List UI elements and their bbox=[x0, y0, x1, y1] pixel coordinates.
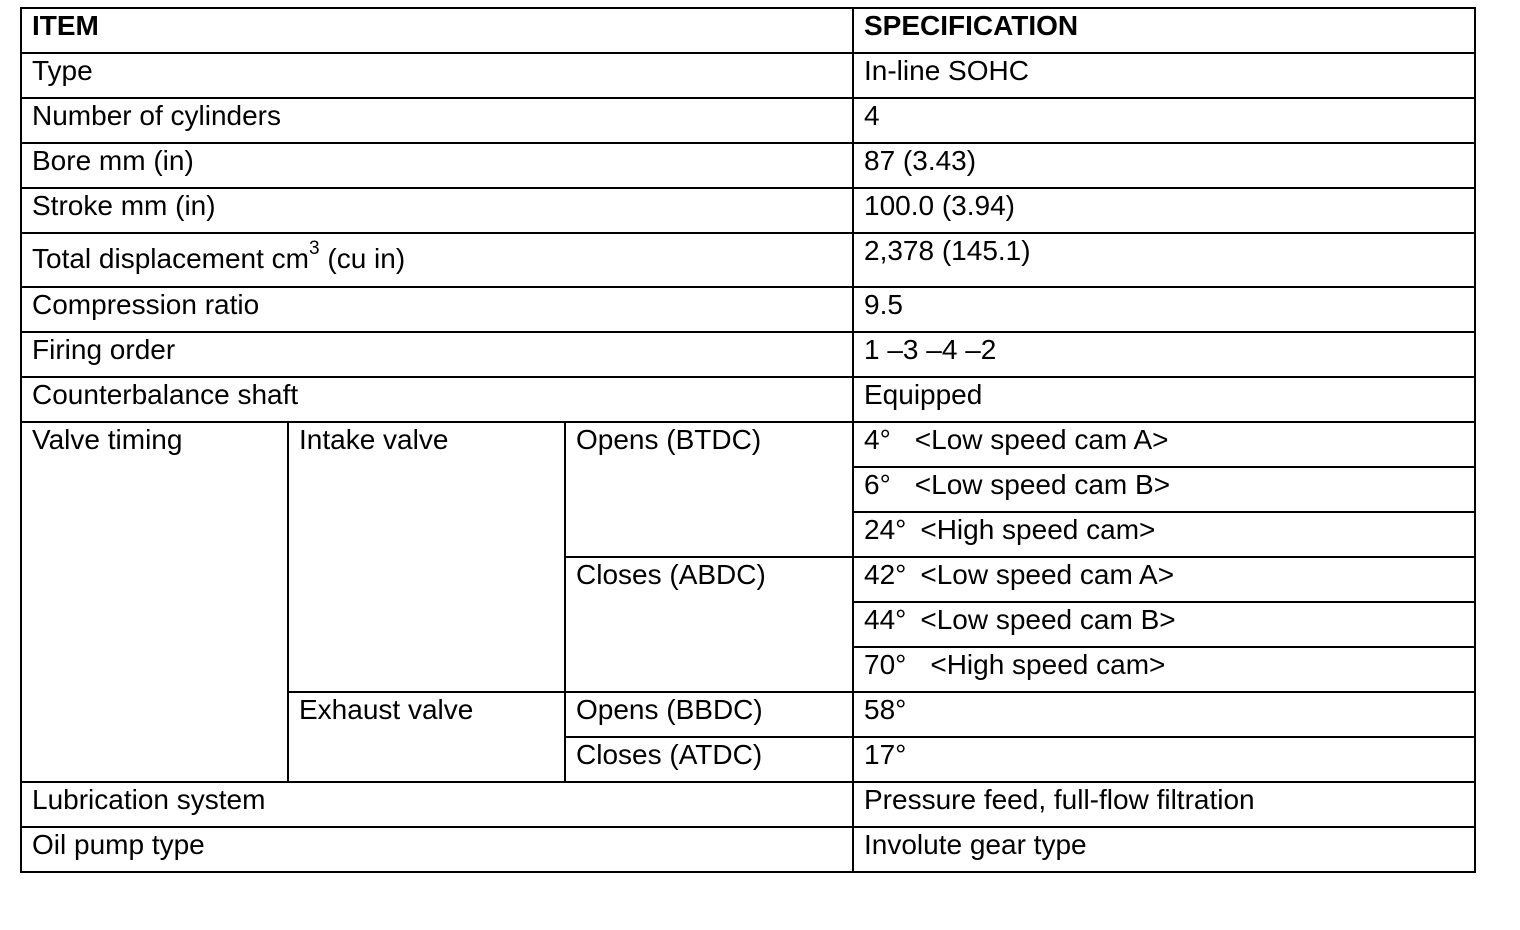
row-spec-oil-pump: Involute gear type bbox=[853, 827, 1475, 872]
cam-value: <Low speed cam A> bbox=[920, 559, 1175, 590]
cam-value: <Low speed cam B> bbox=[920, 604, 1176, 635]
intake-closes-label: Closes (ABDC) bbox=[565, 557, 853, 692]
intake-closes-value bbox=[853, 647, 1475, 692]
row-item-firing: Firing order bbox=[21, 332, 853, 377]
exhaust-valve-label: Exhaust valve bbox=[288, 692, 565, 782]
table-row bbox=[21, 782, 1475, 827]
row-item-stroke: Stroke mm (in) bbox=[21, 188, 853, 233]
table-row bbox=[21, 233, 1475, 287]
table-row bbox=[21, 422, 1475, 467]
exhaust-opens-value: 58° bbox=[853, 692, 1475, 737]
valve-timing-label: Valve timing bbox=[21, 422, 288, 782]
row-spec-compression: 9.5 bbox=[853, 287, 1475, 332]
table-row bbox=[21, 287, 1475, 332]
intake-closes-value bbox=[853, 602, 1475, 647]
row-item-displacement bbox=[21, 233, 853, 287]
table-row bbox=[21, 827, 1475, 872]
header-specification: SPECIFICATION bbox=[853, 8, 1475, 53]
table-row bbox=[21, 332, 1475, 377]
intake-valve-label: Intake valve bbox=[288, 422, 565, 692]
deg-value: 24° bbox=[864, 514, 907, 545]
row-spec-counterbalance: Equipped bbox=[853, 377, 1475, 422]
cam-value: <High speed cam> bbox=[930, 649, 1166, 680]
row-spec-cylinders: 4 bbox=[853, 98, 1475, 143]
displacement-label: Total displacement cm bbox=[32, 243, 310, 274]
intake-opens-label: Opens (BTDC) bbox=[565, 422, 853, 557]
cam-value: <High speed cam> bbox=[920, 514, 1156, 545]
row-spec-bore: 87 (3.43) bbox=[853, 143, 1475, 188]
displacement-unit: (cu in) bbox=[319, 243, 406, 274]
table-row bbox=[21, 377, 1475, 422]
row-item-compression: Compression ratio bbox=[21, 287, 853, 332]
exhaust-closes-label: Closes (ATDC) bbox=[565, 737, 853, 782]
deg-value: 70° bbox=[864, 649, 907, 680]
row-item-type: Type bbox=[21, 53, 853, 98]
table-row bbox=[21, 188, 1475, 233]
exhaust-opens-label: Opens (BBDC) bbox=[565, 692, 853, 737]
deg-value: 6° bbox=[864, 469, 891, 500]
table-header-row bbox=[21, 8, 1475, 53]
row-item-cylinders: Number of cylinders bbox=[21, 98, 853, 143]
row-item-counterbalance: Counterbalance shaft bbox=[21, 377, 853, 422]
deg-value: 42° bbox=[864, 559, 907, 590]
intake-opens-value bbox=[853, 512, 1475, 557]
cam-value: <Low speed cam A> bbox=[914, 424, 1169, 455]
exhaust-closes-value: 17° bbox=[853, 737, 1475, 782]
engine-spec-table bbox=[20, 7, 1476, 873]
intake-closes-value bbox=[853, 557, 1475, 602]
header-item: ITEM bbox=[21, 8, 853, 53]
table-row bbox=[21, 143, 1475, 188]
row-item-lubrication: Lubrication system bbox=[21, 782, 853, 827]
table-row bbox=[21, 98, 1475, 143]
row-item-oil-pump: Oil pump type bbox=[21, 827, 853, 872]
row-spec-displacement: 2,378 (145.1) bbox=[853, 233, 1475, 287]
row-spec-type: In-line SOHC bbox=[853, 53, 1475, 98]
row-spec-stroke: 100.0 (3.94) bbox=[853, 188, 1475, 233]
table-row bbox=[21, 53, 1475, 98]
deg-value: 44° bbox=[864, 604, 907, 635]
intake-opens-value bbox=[853, 467, 1475, 512]
row-spec-lubrication: Pressure feed, full-flow filtration bbox=[853, 782, 1475, 827]
row-spec-firing: 1 –3 –4 –2 bbox=[853, 332, 1475, 377]
intake-opens-value bbox=[853, 422, 1475, 467]
displacement-superscript: 3 bbox=[309, 237, 320, 259]
row-item-bore: Bore mm (in) bbox=[21, 143, 853, 188]
cam-value: <Low speed cam B> bbox=[914, 469, 1171, 500]
deg-value: 4° bbox=[864, 424, 891, 455]
